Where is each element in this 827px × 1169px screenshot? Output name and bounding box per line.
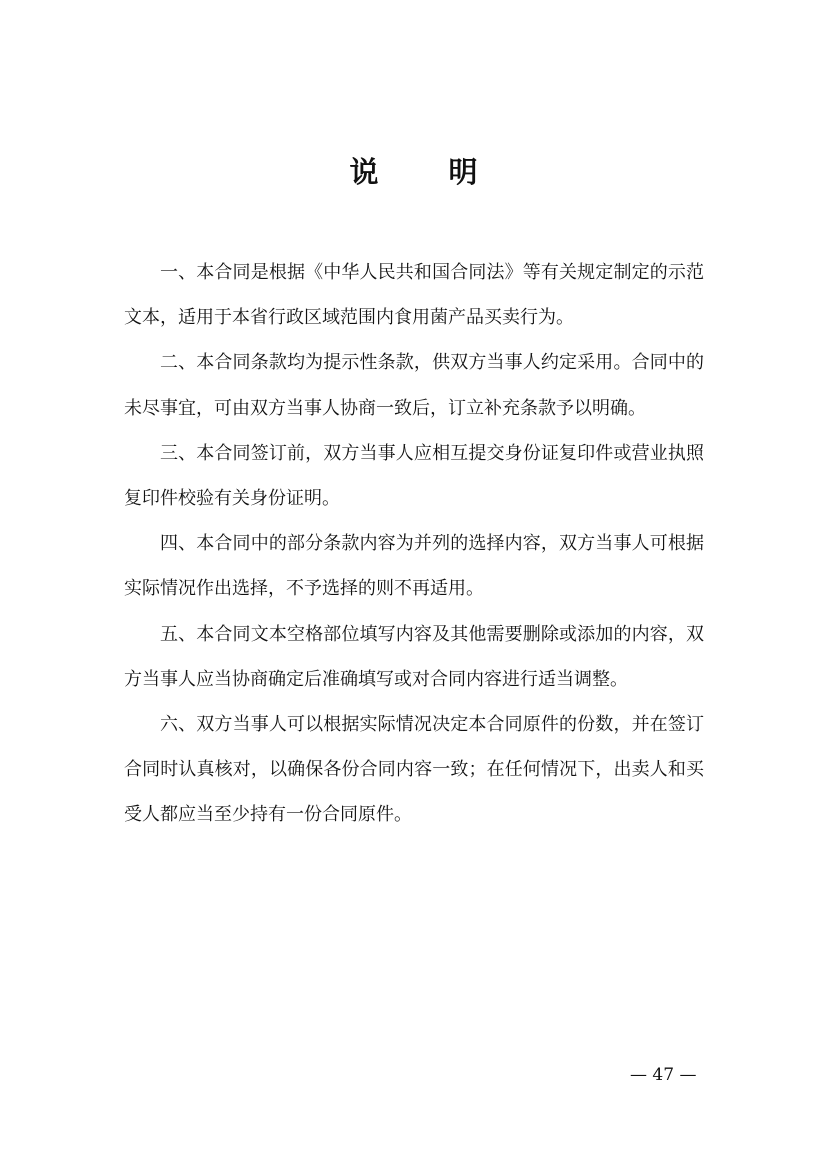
page-title: 说 明 <box>349 155 508 189</box>
paragraph-3: 三、本合同签订前，双方当事人应相互提交身份证复印件或营业执照复印件校验有关身份证明。 <box>124 442 704 510</box>
paragraph-6: 六、双方当事人可以根据实际情况决定本合同原件的份数，并在签订合同时认真核对，以确保各份合同内容一致；在任何情况下，出卖人和买受人都应当至少持有一份合同原件。 <box>124 714 704 826</box>
paragraph-2: 二、本合同条款均为提示性条款，供双方当事人约定采用。合同中的未尽事宜，可由双方当事人协商一致后，订立补充条款予以明确。 <box>124 352 704 419</box>
paragraph-5: 五、本合同文本空格部位填写内容及其他需要删除或添加的内容，双方当事人应当协商确定后准确填写或对合同内容进行适当调整。 <box>124 623 704 690</box>
paragraph-4: 四、本合同中的部分条款内容为并列的选择内容，双方当事人可根据实际情况作出选择，不予选择的则不再适用。 <box>124 533 704 600</box>
paragraph-1: 一、本合同是根据《中华人民共和国合同法》等有关规定制定的示范文本，适用于本省行政区域范围内食用菌产品买卖行为。 <box>124 262 704 329</box>
page-number: — 47 — <box>630 1065 697 1085</box>
document-body <box>124 250 704 838</box>
